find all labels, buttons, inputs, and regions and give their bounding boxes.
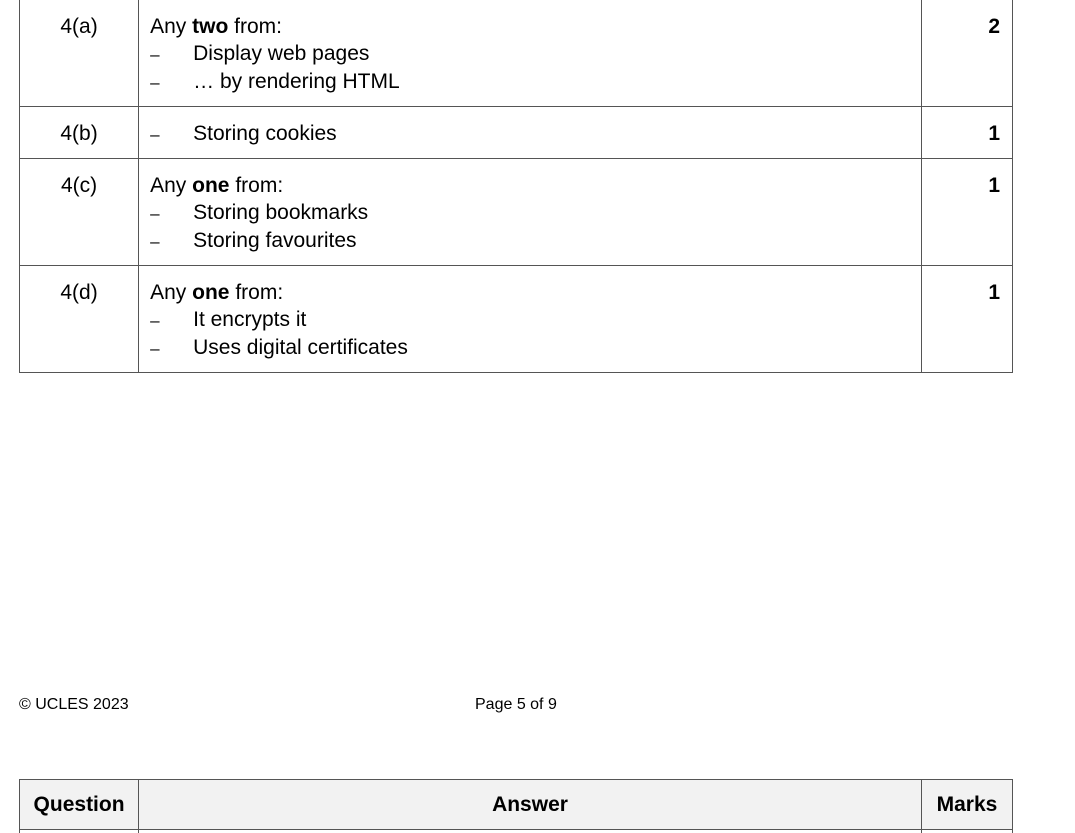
answer-intro: Any one from: bbox=[150, 174, 284, 197]
answer-item: – Display web pages bbox=[150, 40, 911, 68]
answer-intro: Any two from: bbox=[150, 15, 282, 38]
question-number: 4(d) bbox=[20, 266, 139, 373]
table-header-row bbox=[20, 780, 1013, 830]
question-number: 4(a) bbox=[20, 0, 139, 107]
answer-item: – Storing bookmarks bbox=[150, 199, 911, 227]
answer-cell bbox=[139, 107, 922, 159]
answer-item: – Storing favourites bbox=[150, 227, 911, 255]
copyright-footer: © UCLES 2023 bbox=[19, 696, 129, 713]
dash-bullet: – bbox=[150, 45, 160, 64]
header-marks: Marks bbox=[921, 780, 1012, 830]
table-row bbox=[20, 830, 1013, 833]
marks-value: 1 bbox=[921, 266, 1012, 373]
mark-scheme-table bbox=[19, 0, 1013, 373]
marks-cell bbox=[921, 830, 1012, 833]
header-question: Question bbox=[20, 780, 139, 830]
table-row bbox=[20, 266, 1013, 373]
dash-bullet: – bbox=[150, 339, 160, 358]
question-number: 4(c) bbox=[20, 159, 139, 266]
dash-bullet: – bbox=[150, 232, 160, 251]
dash-bullet: – bbox=[150, 125, 160, 144]
dash-bullet: – bbox=[150, 311, 160, 330]
table-row bbox=[20, 0, 1013, 107]
table-row bbox=[20, 159, 1013, 266]
answer-item: – Uses digital certificates bbox=[150, 334, 911, 362]
marks-value: 1 bbox=[921, 107, 1012, 159]
answer-cell bbox=[139, 159, 922, 266]
next-page-table bbox=[19, 779, 1013, 833]
answer-cell bbox=[139, 0, 922, 107]
answer-item: – It encrypts it bbox=[150, 306, 911, 334]
marks-value: 2 bbox=[921, 0, 1012, 107]
table-row bbox=[20, 107, 1013, 159]
dash-bullet: – bbox=[150, 73, 160, 92]
dash-bullet: – bbox=[150, 204, 160, 223]
question-cell bbox=[20, 830, 139, 833]
header-answer: Answer bbox=[139, 780, 922, 830]
page-number: Page 5 of 9 bbox=[475, 696, 557, 713]
answer-item: – Storing cookies bbox=[150, 120, 911, 148]
question-number: 4(b) bbox=[20, 107, 139, 159]
marks-value: 1 bbox=[921, 159, 1012, 266]
answer-cell bbox=[139, 830, 922, 833]
answer-item: – … by rendering HTML bbox=[150, 68, 911, 96]
answer-cell bbox=[139, 266, 922, 373]
answer-intro: Any one from: bbox=[150, 281, 284, 304]
